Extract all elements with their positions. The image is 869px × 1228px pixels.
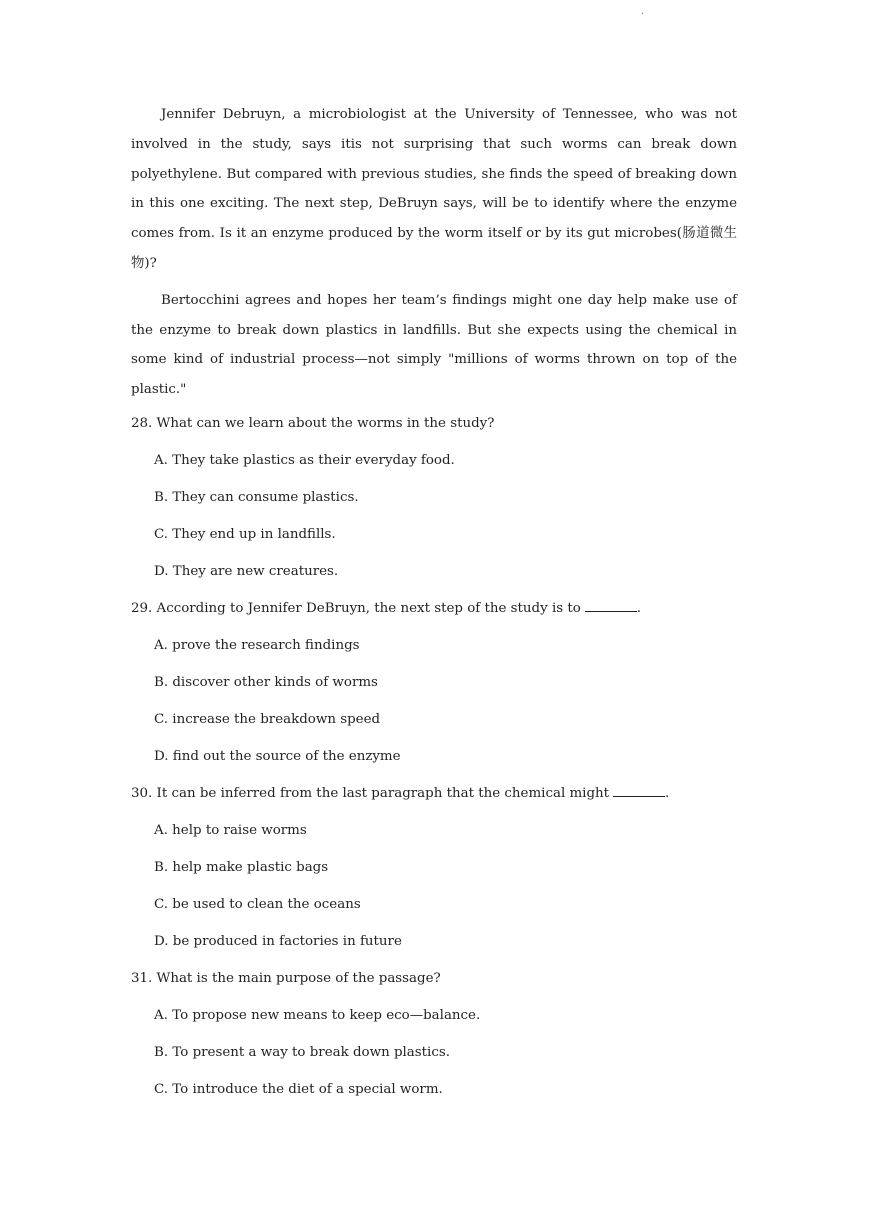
question-stem-tail: . [636, 600, 642, 616]
question-stem [131, 405, 737, 442]
question-stem-text: 29. According to Jennifer DeBruyn, the next step of the study is to [131, 600, 581, 616]
header-mark: . [641, 6, 645, 17]
option-b: B. discover other kinds of worms [154, 674, 378, 690]
option-b: B. help make plastic bags [154, 859, 329, 875]
option-a: A. They take plastics as their everyday food. [154, 452, 455, 468]
option-b: B. To present a way to break down plastics. [154, 1044, 450, 1060]
question-28 [131, 405, 737, 590]
question-stem [131, 775, 737, 812]
option-a: A. To propose new means to keep eco—balance. [154, 1007, 481, 1023]
option-c: C. be used to clean the oceans [154, 896, 361, 912]
question-31 [131, 960, 737, 1108]
option-c: C. They end up in landfills. [154, 526, 336, 542]
answer-blank [613, 784, 665, 797]
option-c: C. To introduce the diet of a special worm. [154, 1081, 443, 1097]
answer-blank [585, 599, 637, 612]
reading-passage [131, 100, 737, 405]
question-29 [131, 590, 737, 775]
option-d: D. They are new creatures. [154, 563, 339, 579]
option-d: D. be produced in factories in future [154, 933, 402, 949]
question-stem-text: 30. It can be inferred from the last paragraph that the chemical might [131, 785, 610, 801]
question-stem [131, 590, 737, 627]
document-page [131, 100, 737, 1108]
passage-paragraph-1: Jennifer Debruyn, a microbiologist at the University of Tennessee, who was not involved in the study, says itis not surprising that such worms can break down polyethylene. But compared with previous studies, she finds the speed of breaking down in this one exciting. The next step, DeBruyn says, will be to identify where the enzyme comes from. Is it an enzyme produced by the worm itself or by its gut microbes(肠道微生物)? [131, 107, 737, 271]
option-a: A. prove the research findings [154, 637, 360, 653]
question-stem-text: 31. What is the main purpose of the passage? [131, 970, 441, 986]
option-d: D. find out the source of the enzyme [154, 748, 401, 764]
option-b: B. They can consume plastics. [154, 489, 359, 505]
question-list [131, 405, 737, 1108]
question-30 [131, 775, 737, 960]
option-c: C. increase the breakdown speed [154, 711, 381, 727]
question-stem-text: 28. What can we learn about the worms in the study? [131, 415, 495, 431]
question-stem-tail: . [665, 785, 670, 801]
passage-paragraph-2: Bertocchini agrees and hopes her team’s findings might one day help make use of the enzyme to break down plastics in landfills. But she expects using the chemical in some kind of industrial process—not simply "millions of worms thrown on top of the plastic." [131, 292, 737, 398]
question-stem [131, 960, 737, 997]
option-a: A. help to raise worms [154, 822, 307, 838]
